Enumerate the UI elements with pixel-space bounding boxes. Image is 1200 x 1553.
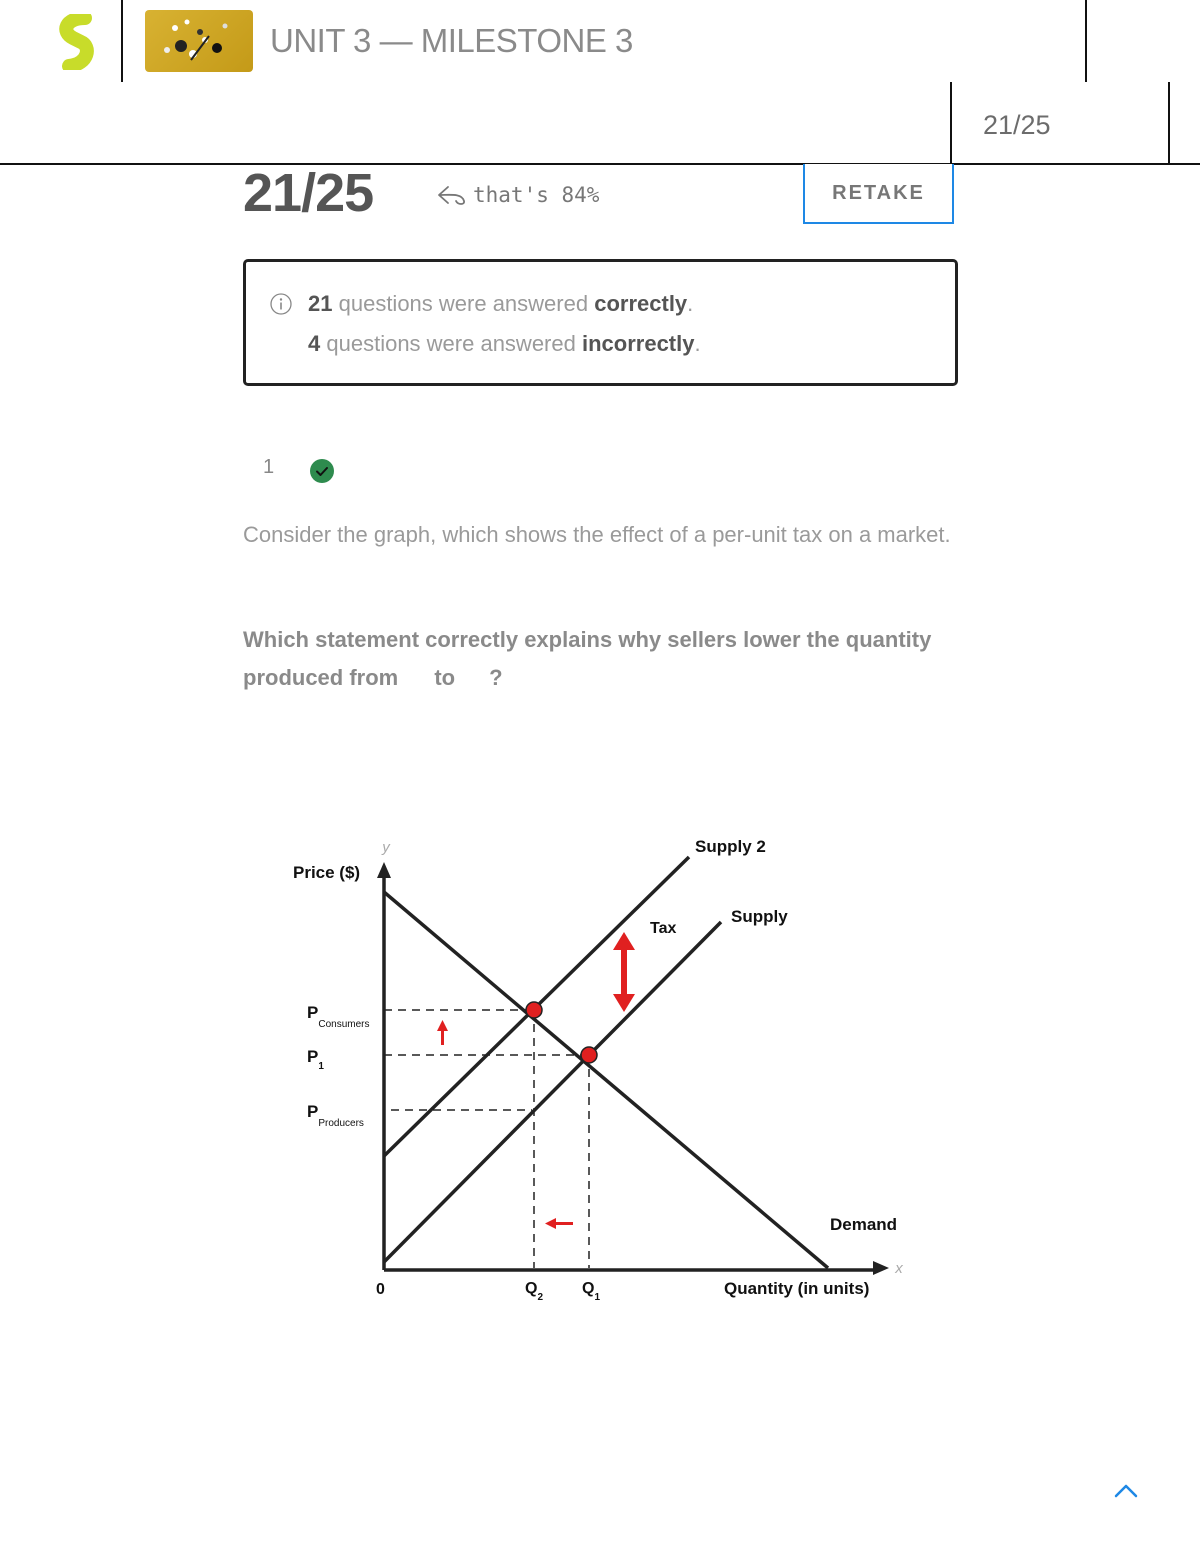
tax-effect-chart (285, 830, 915, 1310)
retake-button[interactable]: RETAKE (803, 164, 954, 224)
score-summary: 21/25 (983, 110, 1051, 140)
y-axis-name: y (382, 839, 390, 856)
p-consumers-label: $P_{Consumers}$ (307, 1003, 370, 1030)
x-axis-arrow (873, 1261, 889, 1275)
unit-title: UNIT 3 — MILESTONE 3 (270, 22, 633, 59)
chevron-up-icon[interactable] (1112, 1480, 1140, 1500)
series-label-supply: Supply (731, 907, 788, 926)
score-panel-divider (950, 82, 952, 164)
supply-curve (384, 922, 721, 1262)
question-ask: Which statement correctly explains why sellers lower the quantity produced from to ? (243, 627, 932, 690)
p1-label: $P_1$ (307, 1047, 324, 1072)
course-thumbnail (145, 10, 253, 72)
tax-label: Tax (650, 920, 677, 937)
quantity-left-arrow (545, 1218, 573, 1229)
question-prompt: Consider the graph, which shows the effect of a per-unit tax on a market. (243, 522, 951, 547)
origin-label: 0 (376, 1281, 385, 1298)
header-divider (121, 0, 123, 82)
equilibrium-point-new (526, 1002, 542, 1018)
header-bottom-border (0, 163, 1200, 165)
score-percentage-note: that's 84% (436, 183, 599, 207)
score-value: 21/25 (243, 163, 374, 223)
question-number: 1 (263, 456, 275, 478)
correct-summary-line: 21 questions were answered correctly. (308, 291, 694, 316)
price-up-arrow (437, 1020, 448, 1045)
header-divider (1085, 0, 1087, 82)
series-label-demand: Demand (830, 1215, 898, 1234)
x-axis-label: Quantity (in units) (724, 1279, 870, 1298)
curved-arrow-icon (436, 183, 468, 207)
y-axis-arrow (377, 862, 391, 878)
check-icon (309, 458, 335, 484)
q2-label: $Q_2$ (525, 1280, 544, 1303)
score-panel-divider (1168, 82, 1170, 164)
demand-curve (384, 892, 828, 1268)
results-summary (243, 259, 958, 386)
p-producers-label: $P_{Producers}$ (307, 1102, 364, 1129)
q1-label: $Q_1$ (582, 1280, 601, 1303)
equilibrium-point-original (581, 1047, 597, 1063)
tax-double-arrow (613, 932, 635, 1012)
y-axis-label: Price ($) (293, 863, 361, 882)
sophia-logo[interactable] (55, 14, 99, 70)
series-label-supply-2: Supply 2 (695, 837, 766, 856)
x-axis-name: x (895, 1260, 903, 1277)
info-icon (270, 293, 292, 315)
incorrect-summary-line: 4 questions were answered incorrectly. (308, 331, 701, 356)
